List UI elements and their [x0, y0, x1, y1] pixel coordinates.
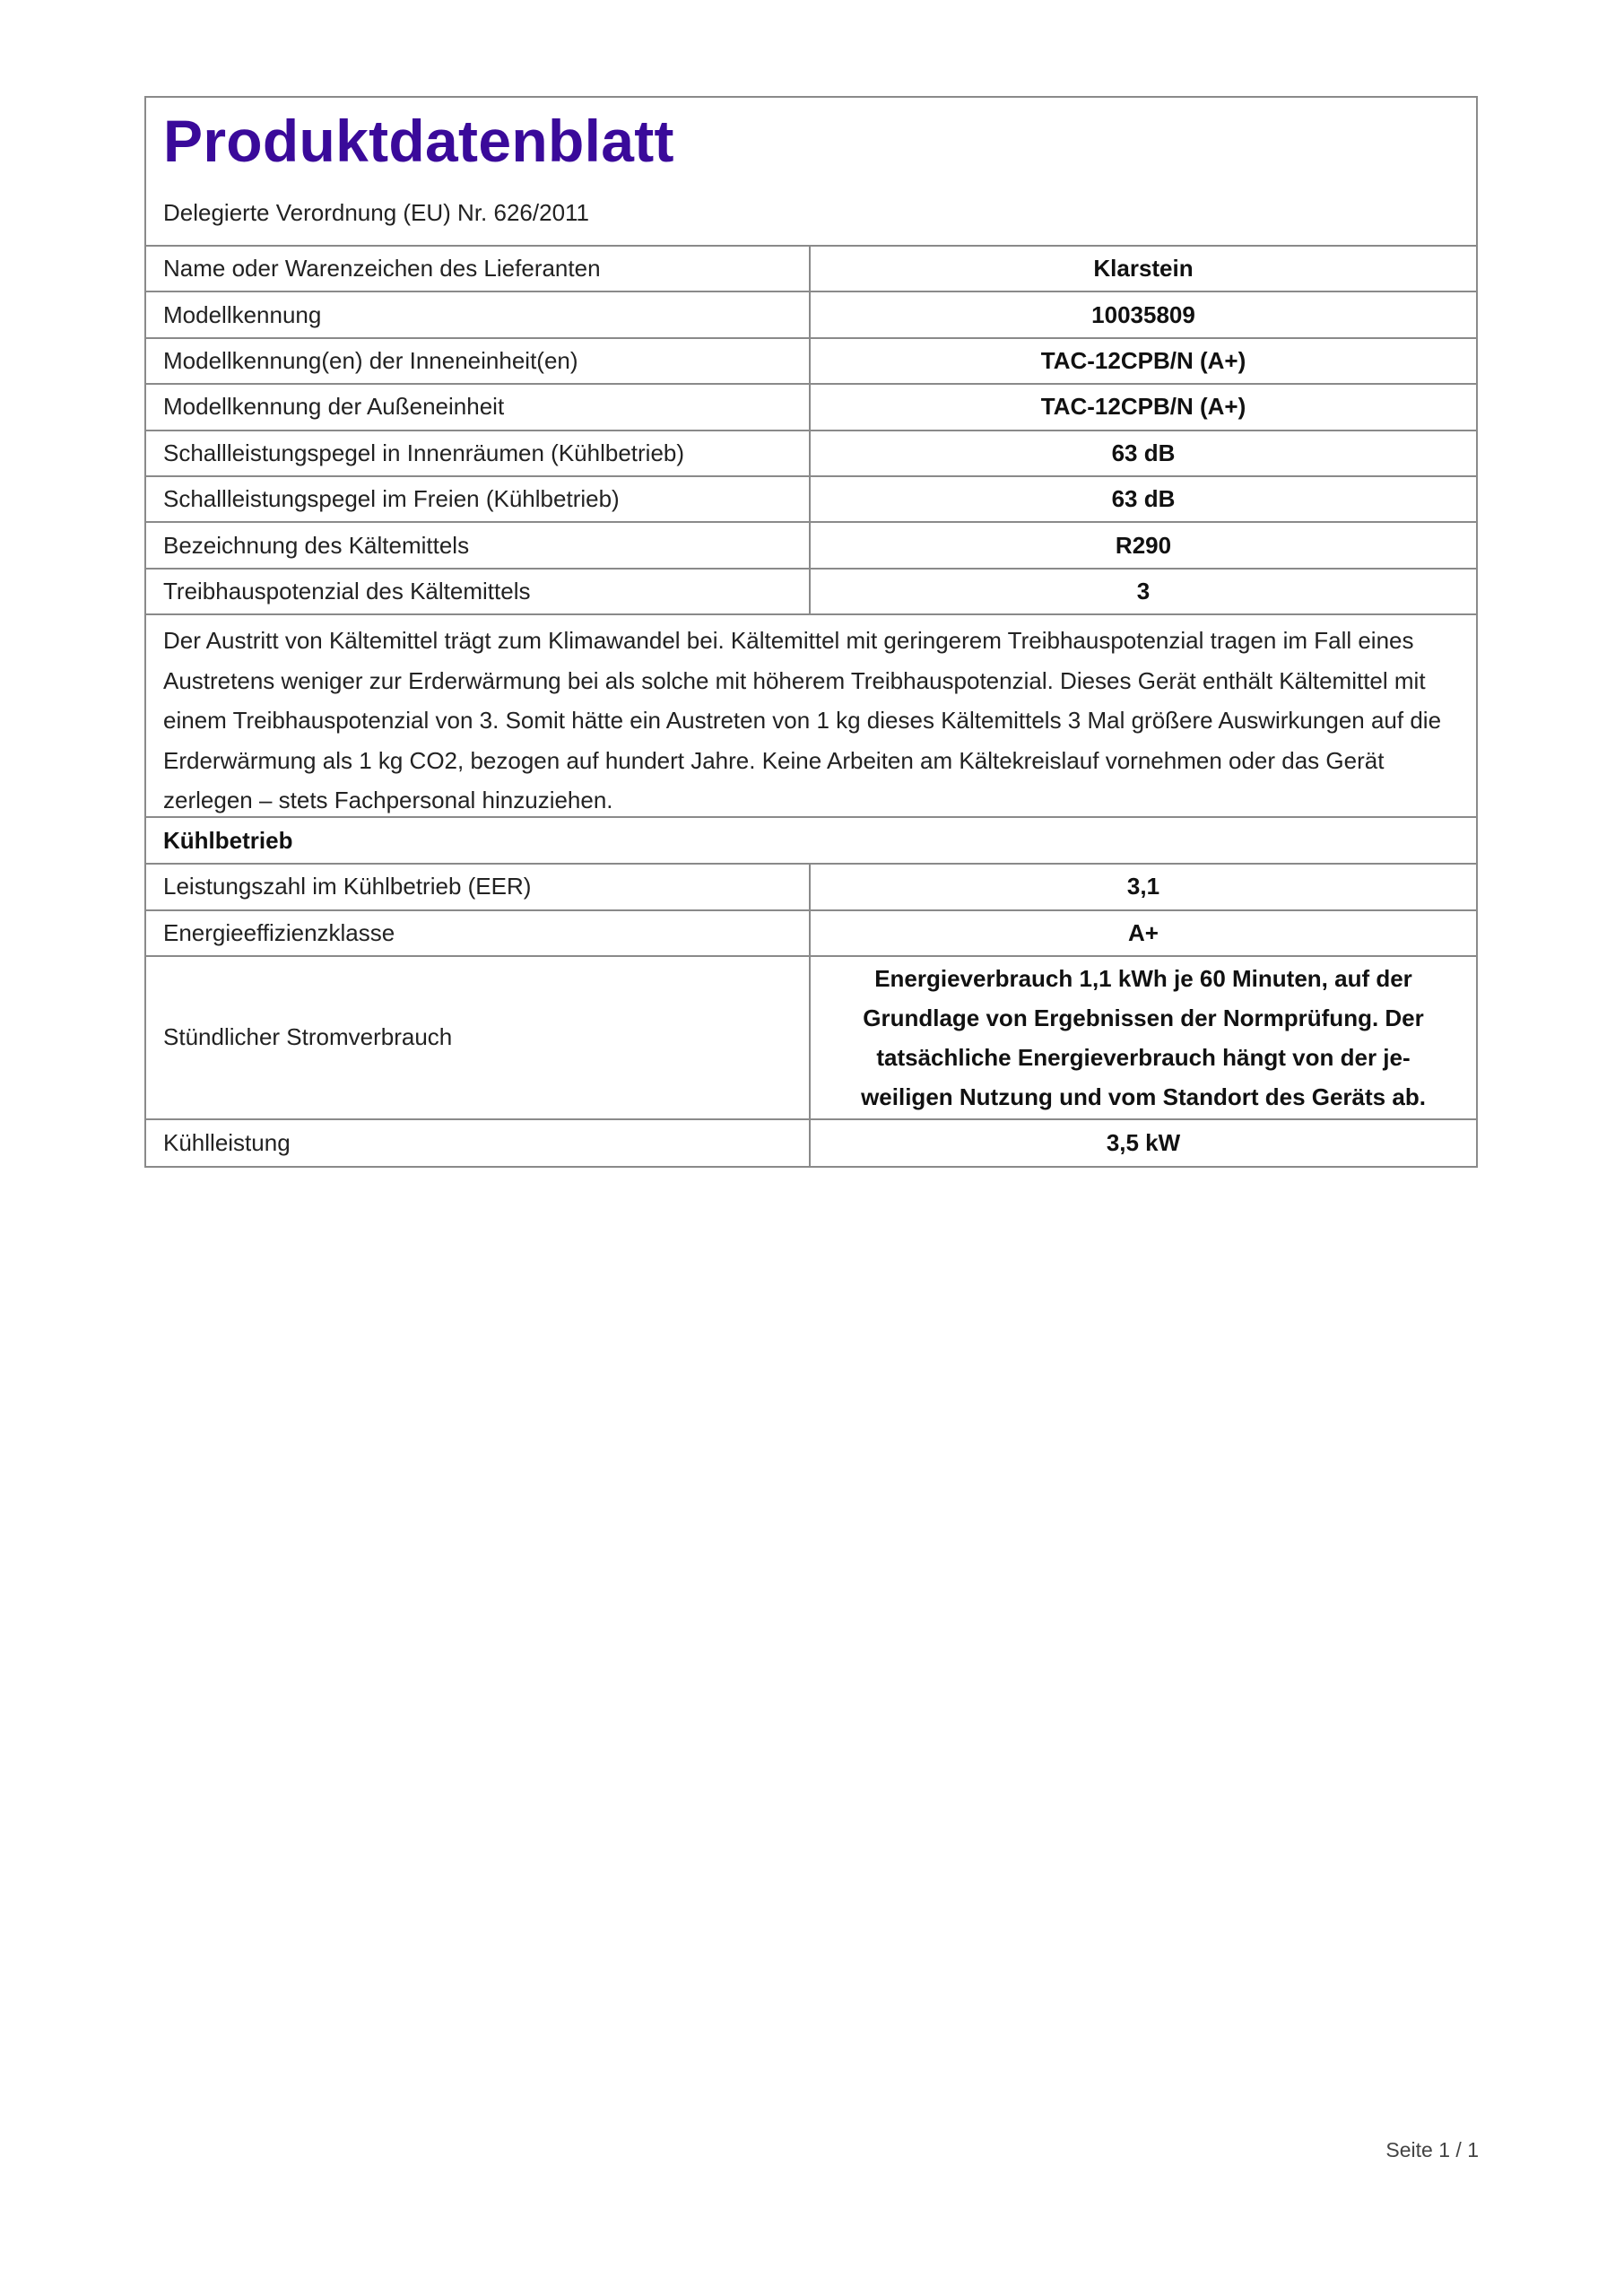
row-label: Name oder Warenzeichen des Lieferanten — [146, 247, 811, 291]
row-value: 3,1 — [1126, 873, 1160, 900]
table-row-refrigerant — [146, 523, 1476, 569]
row-value: A+ — [1128, 918, 1159, 946]
product-data-sheet — [144, 96, 1478, 1168]
regulation-subtitle: Delegierte Verordnung (EU) Nr. 626/2011 — [163, 199, 590, 226]
row-label: Stündlicher Stromverbrauch — [146, 957, 811, 1118]
row-value: R290 — [1115, 531, 1172, 559]
refrigerant-notice: Der Austritt von Kältemittel trägt zum Klimawandel bei. Kältemittel mit geringerem Treibhauspotenzial tragen im Fall eines Austretens weniger zur Erderwärmung bei als solche mit höherem Treibhauspotenzial. Dieses Gerät enthält Kältemittel mit einem Treibhauspotenzial von 3. Somit hätte ein Austreten von 1 kg dieses Kältemittels 3 Mal größere Auswirkungen auf die Erderwärmung als 1 kg CO2, bezogen auf hundert Jahre. Keine Arbeiten am Kältekreislauf vornehmen oder das Gerät zerlegen – stets Fachpersonal hinzuziehen. — [146, 615, 1476, 818]
row-label: Modellkennung(en) der Inneneinheit(en) — [146, 339, 811, 383]
row-value: 63 dB — [1111, 485, 1176, 513]
row-value: 3 — [1136, 577, 1151, 604]
row-value: TAC-12CPB/N (A+) — [1040, 346, 1246, 374]
table-row-gwp — [146, 570, 1476, 615]
row-label: Schallleistungspegel im Freien (Kühlbetrieb) — [146, 477, 811, 521]
table-row-eer — [146, 865, 1476, 910]
row-label: Treibhauspotenzial des Kältemittels — [146, 570, 811, 613]
row-label: Bezeichnung des Kältemittels — [146, 523, 811, 567]
table-row-supplier — [146, 247, 1476, 292]
row-value: 63 dB — [1111, 439, 1176, 466]
row-value: Energieverbrauch 1,1 kWh je 60 Minuten, auf der Grundlage von Ergebnissen der Normprüfung. Der tatsächliche Energieverbrauch hängt von der jeweiligen Nutzung und vom Standort des Geräts ab. — [861, 964, 1426, 1110]
table-row-energy-class — [146, 911, 1476, 957]
section-heading-cooling: Kühlbetrieb — [146, 818, 1476, 865]
table-row-outdoor-noise — [146, 477, 1476, 523]
page-title: Produktdatenblatt — [163, 108, 674, 174]
table-row-indoor-noise — [146, 431, 1476, 477]
row-label: Kühlleistung — [146, 1120, 811, 1166]
row-label: Modellkennung — [146, 292, 811, 336]
row-label: Energieeffizienzklasse — [146, 911, 811, 955]
table-row-hourly-consumption — [146, 957, 1476, 1120]
row-label: Leistungszahl im Kühlbetrieb (EER) — [146, 865, 811, 909]
row-value: Klarstein — [1093, 255, 1194, 283]
row-value: 10035809 — [1091, 300, 1195, 328]
row-label: Modellkennung der Außeneinheit — [146, 385, 811, 429]
table-row-cooling-capacity — [146, 1120, 1476, 1166]
table-row-model-id — [146, 292, 1476, 338]
table-row-indoor-unit — [146, 339, 1476, 385]
row-label: Schallleistungspegel in Innenräumen (Kühlbetrieb) — [146, 431, 811, 475]
sheet-header — [146, 98, 1476, 247]
table-row-outdoor-unit — [146, 385, 1476, 430]
page-indicator: Seite 1 / 1 — [1385, 2138, 1479, 2161]
row-value: 3,5 kW — [1106, 1129, 1181, 1157]
row-value: TAC-12CPB/N (A+) — [1040, 393, 1246, 421]
